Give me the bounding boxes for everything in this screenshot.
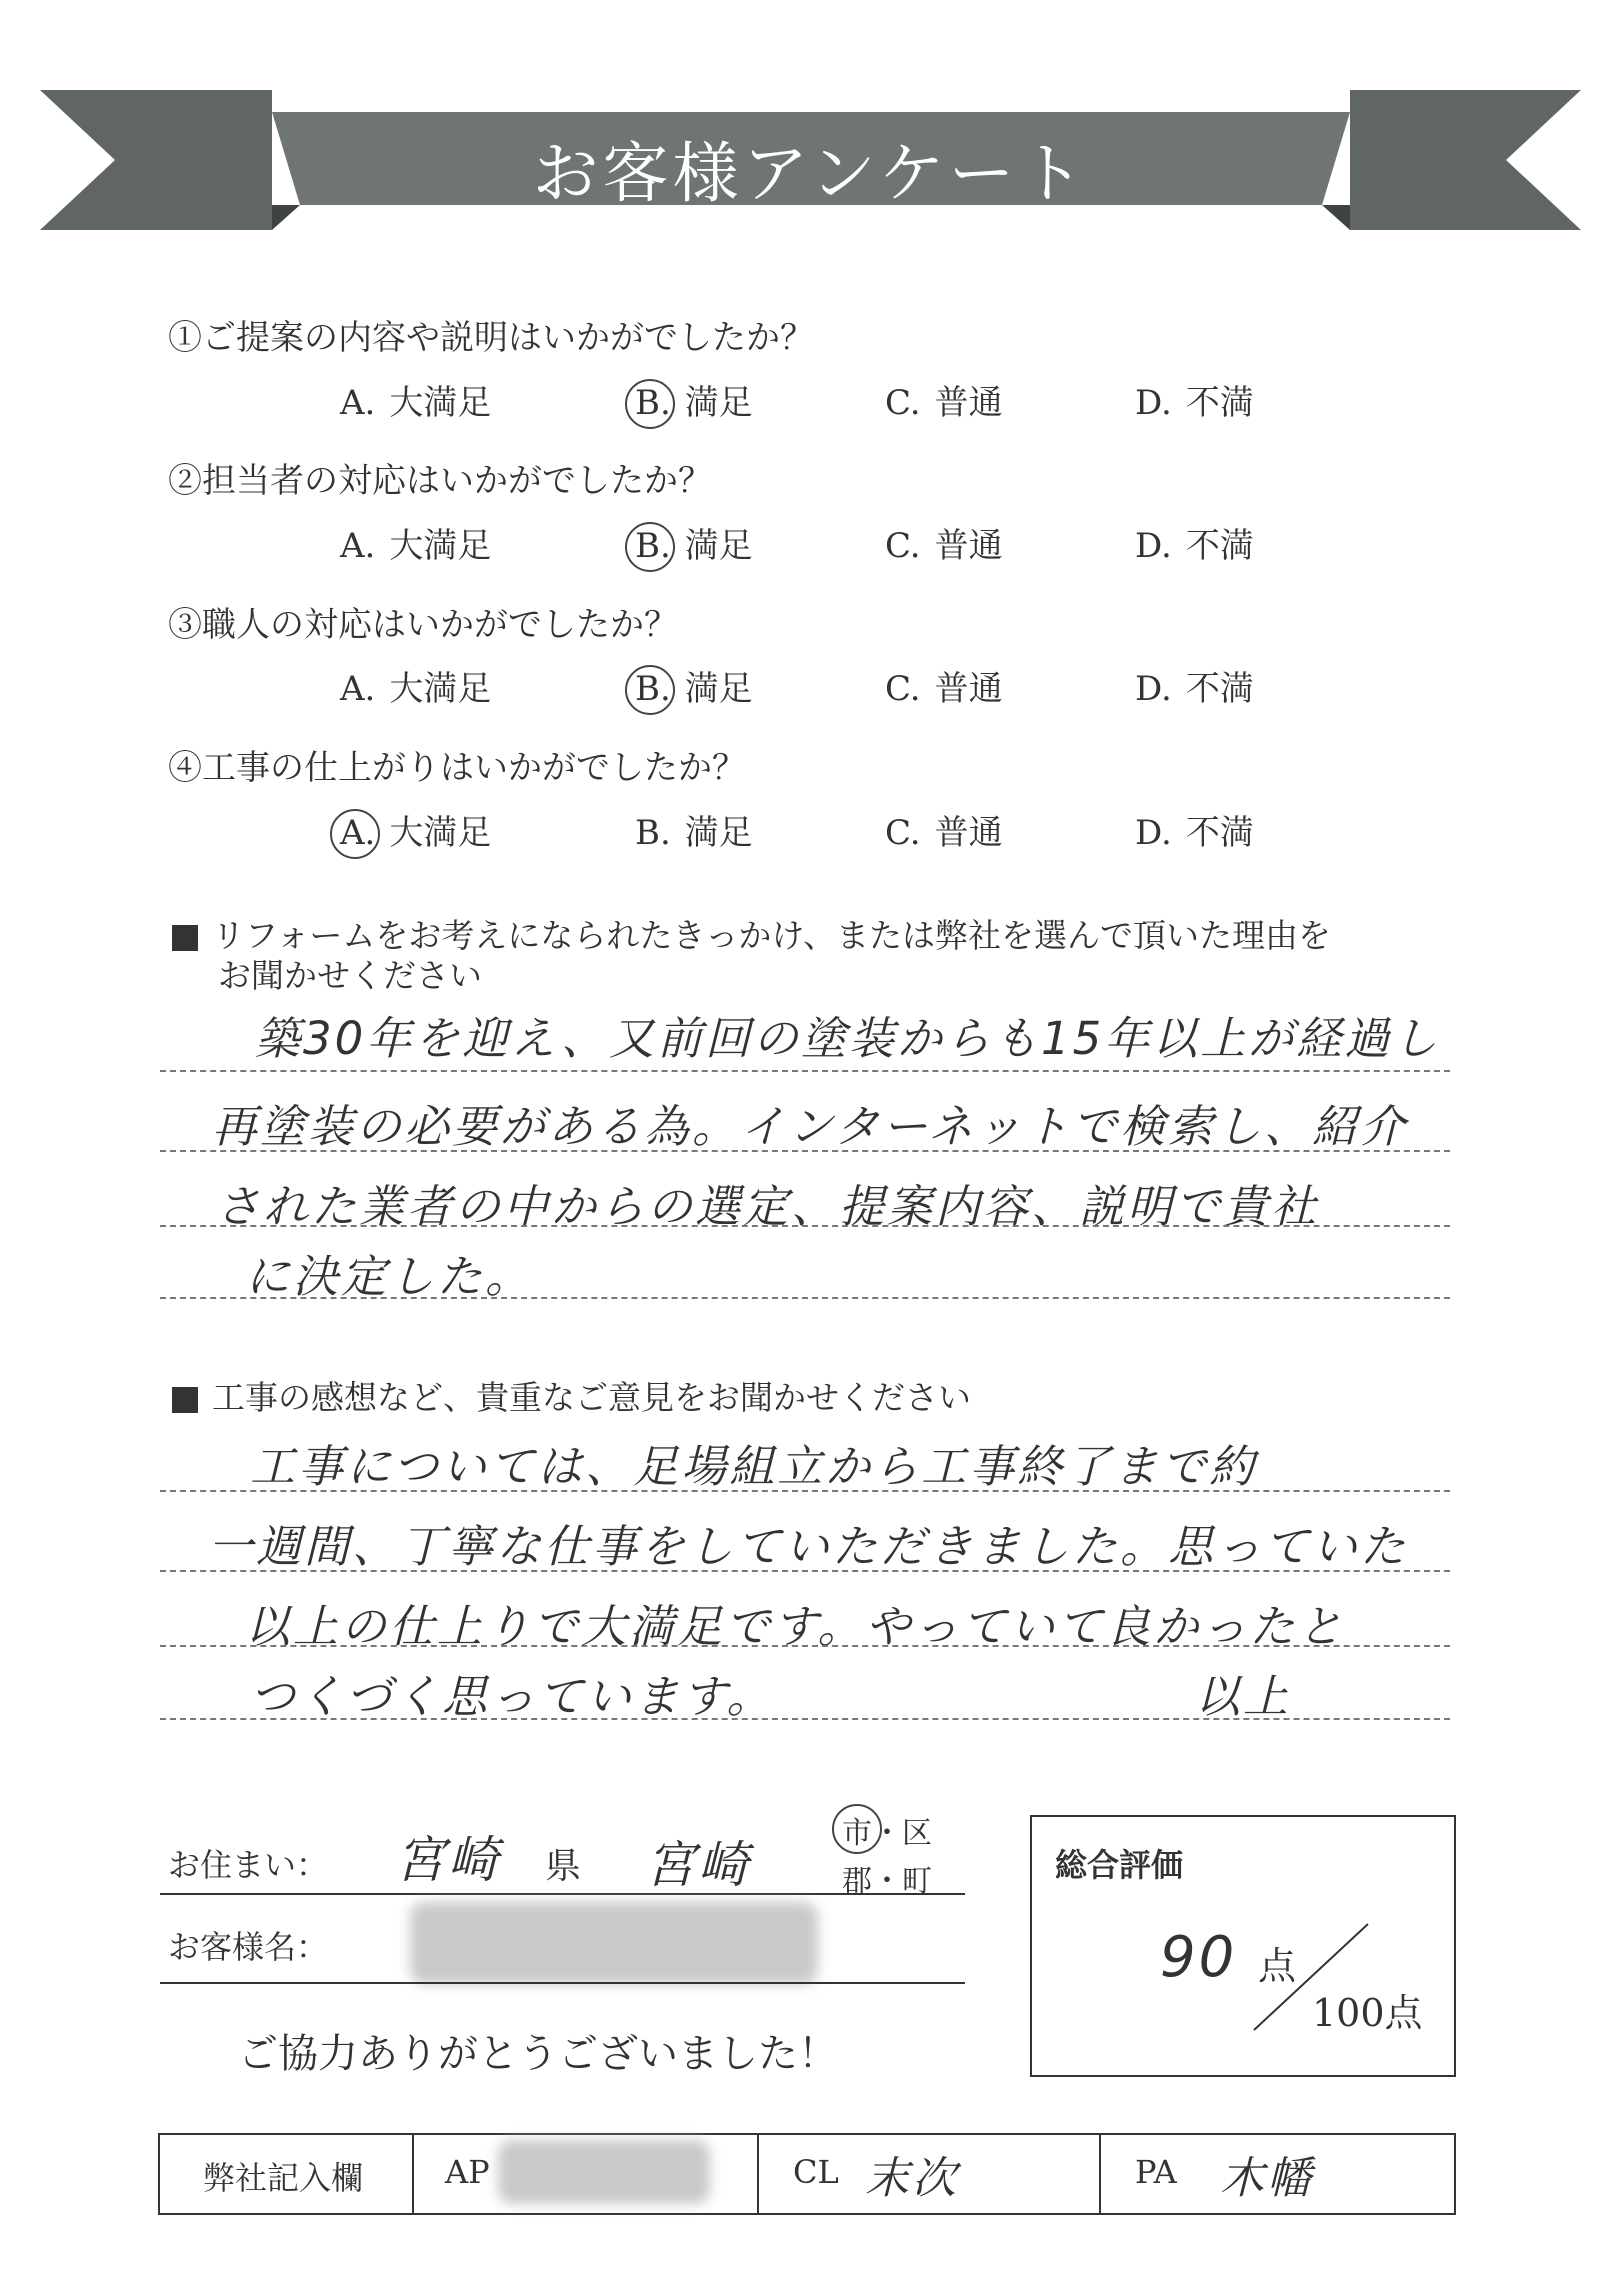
square-bullet-icon — [172, 1387, 198, 1413]
section1-heading: リフォームをお考えになられたきっかけ、または弊社を選んで頂いた理由を — [172, 910, 1331, 957]
option-c-q1[interactable] — [885, 375, 1003, 424]
address-underline — [160, 1893, 965, 1895]
option-d-q3[interactable] — [1135, 661, 1254, 710]
page-title: お客様アンケート — [532, 135, 1089, 212]
prefecture-suffix: 県 — [545, 1846, 582, 1887]
pa-label: PA — [1135, 2153, 1177, 2191]
dashed-rule — [160, 1150, 1450, 1152]
option-text: 不満 — [1185, 669, 1254, 709]
section1-answer-line: 再塗装の必要がある為。インターネットで検索し、紹介 — [212, 1100, 1408, 1153]
redacted-customer-name — [410, 1902, 818, 1984]
dashed-rule — [160, 1570, 1450, 1572]
option-b-q1[interactable] — [635, 375, 753, 424]
rating-max: 100点 — [1312, 1991, 1423, 2035]
ap-label: AP — [445, 2153, 490, 2191]
option-letter: A. — [340, 526, 376, 566]
option-text: 普通 — [934, 383, 1003, 423]
section1-heading-cont: お聞かせください — [218, 956, 482, 995]
address-label: お住まい： — [168, 1846, 329, 1884]
section1-answer-line: に決定した。 — [245, 1250, 534, 1303]
question-4: ④工事の仕上がりはいかがでしたか？ — [168, 748, 746, 788]
option-letter: D. — [1135, 383, 1172, 423]
option-text: 満足 — [684, 526, 753, 566]
question-2: ②担当者の対応はいかがでしたか？ — [168, 461, 712, 501]
option-letter-selected: A. — [340, 813, 376, 853]
option-letter: A. — [340, 669, 376, 709]
cl-label: CL — [793, 2153, 839, 2191]
dot-separator: ・ — [872, 1864, 902, 1899]
option-letter-selected: B. — [635, 383, 671, 423]
option-text: 不満 — [1185, 526, 1254, 566]
option-letter: C. — [885, 526, 921, 566]
option-c-q3[interactable] — [885, 661, 1003, 710]
option-text: 満足 — [684, 813, 753, 853]
option-text: 大満足 — [389, 526, 492, 566]
option-a-q4[interactable] — [340, 805, 491, 854]
option-letter: C. — [885, 383, 921, 423]
question-1: ①ご提案の内容や説明はいかがでしたか？ — [168, 318, 814, 358]
section1-answer-line: された業者の中からの選定、提案内容、説明で貴社 — [215, 1180, 1320, 1233]
rating-score-unit: 点 — [1258, 1944, 1297, 1988]
option-d-q1[interactable] — [1135, 375, 1254, 424]
square-bullet-icon — [172, 925, 198, 951]
option-c-q2[interactable] — [885, 518, 1003, 567]
option-letter-selected: B. — [635, 526, 671, 566]
ward-suffix: 区 — [902, 1816, 932, 1851]
option-c-q4[interactable] — [885, 805, 1003, 854]
section2-answer-line: つくづく思っています。 — [250, 1670, 775, 1723]
thanks-message: ご協力ありがとうございました！ — [238, 2031, 838, 2077]
option-text: 不満 — [1185, 813, 1254, 853]
option-d-q4[interactable] — [1135, 805, 1254, 854]
option-letter: C. — [885, 669, 921, 709]
option-text: 大満足 — [389, 669, 492, 709]
option-b-q4[interactable] — [635, 805, 753, 854]
option-a-q1[interactable] — [340, 375, 491, 424]
option-b-q2[interactable] — [635, 518, 753, 567]
dashed-rule — [160, 1297, 1450, 1299]
city-suffix-selected: 市 — [842, 1808, 872, 1852]
option-letter: A. — [340, 383, 376, 423]
section2-answer-line: 以上の仕上りで大満足です。やっていて良かったと — [245, 1600, 1346, 1653]
dashed-rule — [160, 1490, 1450, 1492]
city-value: 宮崎 — [645, 1836, 751, 1894]
option-d-q2[interactable] — [1135, 518, 1254, 567]
section2-answer-line: 一週間、丁寧な仕事をしていただきました。思っていた — [208, 1520, 1409, 1573]
customer-name-label: お客様名： — [168, 1928, 329, 1966]
rating-score: 90 — [1160, 1925, 1238, 1990]
pa-value: 木幡 — [1220, 2153, 1314, 2204]
dot-separator: ・ — [872, 1816, 902, 1851]
option-text: 普通 — [934, 526, 1003, 566]
option-letter-selected: B. — [635, 669, 671, 709]
cl-value: 末次 — [865, 2153, 959, 2204]
option-letter: C. — [885, 813, 921, 853]
option-a-q2[interactable] — [340, 518, 491, 567]
town-suffix: 町 — [902, 1864, 932, 1899]
option-text: 満足 — [684, 669, 753, 709]
option-text: 普通 — [934, 669, 1003, 709]
option-letter: D. — [1135, 669, 1172, 709]
section1-answer-line: 築30年を迎え、又前回の塗装からも15年以上が経過し — [255, 1012, 1441, 1065]
redacted-ap-value — [498, 2140, 710, 2204]
city-ward-row — [842, 1808, 932, 1852]
option-text: 満足 — [684, 383, 753, 423]
option-b-q3[interactable] — [635, 661, 753, 710]
option-text: 大満足 — [389, 383, 492, 423]
gun-suffix: 郡 — [842, 1864, 872, 1899]
option-a-q3[interactable] — [340, 661, 491, 710]
dashed-rule — [160, 1225, 1450, 1227]
question-3: ③職人の対応はいかがでしたか？ — [168, 605, 678, 645]
option-letter: D. — [1135, 813, 1172, 853]
rating-title: 総合評価 — [1055, 1846, 1184, 1884]
prefecture-value: 宮崎 — [395, 1831, 501, 1889]
dashed-rule — [160, 1070, 1450, 1072]
option-letter: D. — [1135, 526, 1172, 566]
section2-answer-line: 工事については、足場組立から工事終了まで約 — [250, 1440, 1258, 1493]
dashed-rule — [160, 1718, 1450, 1720]
option-text: 普通 — [934, 813, 1003, 853]
option-text: 大満足 — [389, 813, 492, 853]
name-underline — [160, 1982, 965, 1984]
office-label: 弊社記入欄 — [203, 2159, 364, 2197]
option-letter: B. — [635, 813, 671, 853]
section2-closing: 以上 — [1195, 1670, 1292, 1723]
section2-heading: 工事の感想など、貴重なご意見をお聞かせください — [172, 1372, 971, 1419]
dashed-rule — [160, 1645, 1450, 1647]
option-text: 不満 — [1185, 383, 1254, 423]
